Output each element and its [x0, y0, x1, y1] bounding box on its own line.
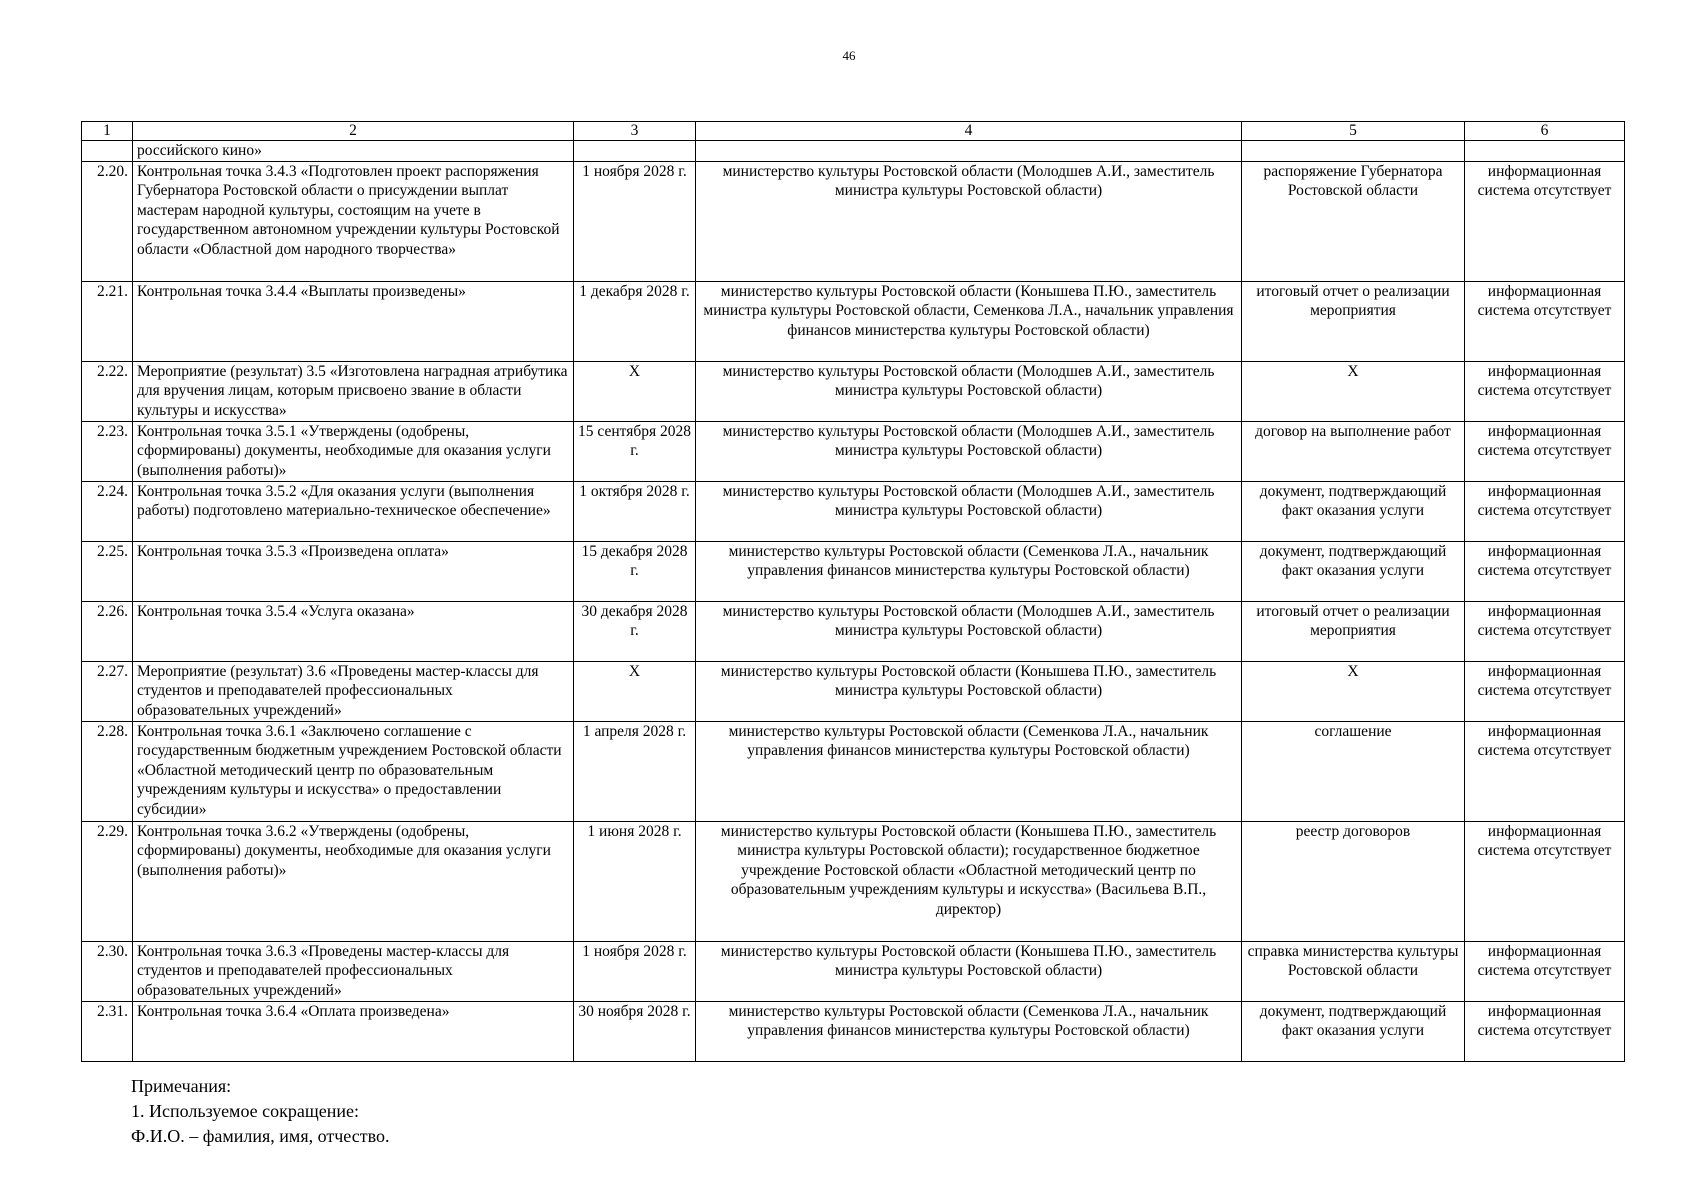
row-number: 2.25. [82, 541, 133, 601]
row-document: документ, подтверждающий факт оказания услуги [1242, 1001, 1465, 1061]
row-date: 15 сентября 2028 г. [574, 421, 696, 481]
row-date: 1 ноября 2028 г. [574, 941, 696, 1001]
row-number: 2.31. [82, 1001, 133, 1061]
row-number: 2.26. [82, 601, 133, 661]
row-number: 2.27. [82, 661, 133, 721]
row-name: Контрольная точка 3.5.2 «Для оказания услуги (выполнения работы) подготовлено материально-техническое обеспечение» [133, 481, 574, 541]
row-document: документ, подтверждающий факт оказания услуги [1242, 541, 1465, 601]
row-number: 2.29. [82, 821, 133, 941]
plan-table [81, 121, 1625, 1062]
column-header-2: 2 [133, 122, 574, 141]
row-document: Х [1242, 661, 1465, 721]
row-system: информационная система отсутствует [1465, 821, 1625, 941]
notes-item-1: 1. Используемое сокращение: [131, 1101, 359, 1121]
table-row [82, 541, 1625, 601]
cell-num [82, 141, 133, 162]
row-date: 30 декабря 2028 г. [574, 601, 696, 661]
column-header-5: 5 [1242, 122, 1465, 141]
row-date: 1 апреля 2028 г. [574, 721, 696, 821]
row-name: Контрольная точка 3.4.3 «Подготовлен проект распоряжения Губернатора Ростовской области о присуждении выплат мастерам народной культуры, состоящим на учете в государственном автономном учреждении культуры Ростовской области «Областной дом народного творчества» [133, 161, 574, 281]
row-responsible: министерство культуры Ростовской области (Молодшев А.И., заместитель министра культуры Ростовской области) [696, 601, 1242, 661]
row-document: реестр договоров [1242, 821, 1465, 941]
row-responsible: министерство культуры Ростовской области (Семенкова Л.А., начальник управления финансов министерства культуры Ростовской области) [696, 1001, 1242, 1061]
column-header-1: 1 [82, 122, 133, 141]
row-system: информационная система отсутствует [1465, 161, 1625, 281]
continuation-row [82, 141, 1625, 162]
row-date: Х [574, 661, 696, 721]
table-row [82, 1001, 1625, 1061]
row-date: 30 ноября 2028 г. [574, 1001, 696, 1061]
row-system: информационная система отсутствует [1465, 421, 1625, 481]
row-system: информационная система отсутствует [1465, 481, 1625, 541]
row-system: информационная система отсутствует [1465, 281, 1625, 361]
continuation-text: российского кино» [133, 141, 574, 162]
row-system: информационная система отсутствует [1465, 721, 1625, 821]
row-number: 2.20. [82, 161, 133, 281]
row-number: 2.21. [82, 281, 133, 361]
row-responsible: министерство культуры Ростовской области (Молодшев А.И., заместитель министра культуры Ростовской области) [696, 161, 1242, 281]
row-document: итоговый отчет о реализации мероприятия [1242, 601, 1465, 661]
row-responsible: министерство культуры Ростовской области (Молодшев А.И., заместитель министра культуры Ростовской области) [696, 361, 1242, 421]
row-name: Контрольная точка 3.5.4 «Услуга оказана» [133, 601, 574, 661]
row-name: Контрольная точка 3.6.3 «Проведены мастер-классы для студентов и преподавателей профессиональных образовательных учреждений» [133, 941, 574, 1001]
row-document: справка министерства культуры Ростовской области [1242, 941, 1465, 1001]
row-name: Контрольная точка 3.6.4 «Оплата произведена» [133, 1001, 574, 1061]
table-row [82, 661, 1625, 721]
header-row [82, 122, 1625, 141]
row-responsible: министерство культуры Ростовской области (Конышева П.Ю., заместитель министра культуры Ростовской области) [696, 941, 1242, 1001]
cell-document [1242, 141, 1465, 162]
row-responsible: министерство культуры Ростовской области (Конышева П.Ю., заместитель министра культуры Ростовской области); государственное бюджетное учреждение Ростовской области «Областной методический центр по образовательным учреждениям культуры и искусства» (Васильева В.П., директор) [696, 821, 1242, 941]
table-row [82, 481, 1625, 541]
row-date: 1 декабря 2028 г. [574, 281, 696, 361]
row-responsible: министерство культуры Ростовской области (Конышева П.Ю., заместитель министра культуры Ростовской области, Семенкова Л.А., начальник управления финансов министерства культуры Ростовской области) [696, 281, 1242, 361]
notes-heading: Примечания: [131, 1076, 232, 1096]
table-row [82, 361, 1625, 421]
row-number: 2.30. [82, 941, 133, 1001]
row-document: Х [1242, 361, 1465, 421]
row-date: 1 июня 2028 г. [574, 821, 696, 941]
row-system: информационная система отсутствует [1465, 661, 1625, 721]
row-date: Х [574, 361, 696, 421]
column-header-3: 3 [574, 122, 696, 141]
notes-abbreviation: Ф.И.О. – фамилия, имя, отчество. [131, 1126, 390, 1146]
row-responsible: министерство культуры Ростовской области (Семенкова Л.А., начальник управления финансов министерства культуры Ростовской области) [696, 541, 1242, 601]
row-system: информационная система отсутствует [1465, 541, 1625, 601]
page-number: 46 [842, 48, 856, 63]
row-system: информационная система отсутствует [1465, 941, 1625, 1001]
row-number: 2.28. [82, 721, 133, 821]
column-header-6: 6 [1465, 122, 1625, 141]
row-number: 2.24. [82, 481, 133, 541]
row-number: 2.22. [82, 361, 133, 421]
table-row [82, 421, 1625, 481]
row-date: 1 октября 2028 г. [574, 481, 696, 541]
row-responsible: министерство культуры Ростовской области (Семенкова Л.А., начальник управления финансов министерства культуры Ростовской области) [696, 721, 1242, 821]
cell-system [1465, 141, 1625, 162]
row-name: Контрольная точка 3.6.1 «Заключено соглашение с государственным бюджетным учреждением Ростовской области «Областной методический центр по образовательным учреждениям культуры и искусства» о предоставлении субсидии» [133, 721, 574, 821]
row-responsible: министерство культуры Ростовской области (Молодшев А.И., заместитель министра культуры Ростовской области) [696, 481, 1242, 541]
row-document: документ, подтверждающий факт оказания услуги [1242, 481, 1465, 541]
row-document: итоговый отчет о реализации мероприятия [1242, 281, 1465, 361]
row-name: Контрольная точка 3.6.2 «Утверждены (одобрены, сформированы) документы, необходимые для оказания услуги (выполнения работы)» [133, 821, 574, 941]
row-system: информационная система отсутствует [1465, 361, 1625, 421]
row-system: информационная система отсутствует [1465, 1001, 1625, 1061]
row-name: Мероприятие (результат) 3.5 «Изготовлена наградная атрибутика для вручения лицам, которым присвоено звание в области культуры и искусства» [133, 361, 574, 421]
row-document: договор на выполнение работ [1242, 421, 1465, 481]
row-name: Контрольная точка 3.5.1 «Утверждены (одобрены, сформированы) документы, необходимые для оказания услуги (выполнения работы)» [133, 421, 574, 481]
row-document: соглашение [1242, 721, 1465, 821]
row-date: 1 ноября 2028 г. [574, 161, 696, 281]
table-row [82, 941, 1625, 1001]
row-number: 2.23. [82, 421, 133, 481]
column-header-4: 4 [696, 122, 1242, 141]
cell-date [574, 141, 696, 162]
row-document: распоряжение Губернатора Ростовской области [1242, 161, 1465, 281]
table-row [82, 161, 1625, 281]
table-row [82, 281, 1625, 361]
table-row [82, 721, 1625, 821]
row-responsible: министерство культуры Ростовской области (Конышева П.Ю., заместитель министра культуры Ростовской области) [696, 661, 1242, 721]
row-name: Мероприятие (результат) 3.6 «Проведены мастер-классы для студентов и преподавателей профессиональных образовательных учреждений» [133, 661, 574, 721]
table-row [82, 821, 1625, 941]
notes-section [131, 1074, 389, 1149]
row-system: информационная система отсутствует [1465, 601, 1625, 661]
cell-responsible [696, 141, 1242, 162]
table-row [82, 601, 1625, 661]
row-date: 15 декабря 2028 г. [574, 541, 696, 601]
row-responsible: министерство культуры Ростовской области (Молодшев А.И., заместитель министра культуры Ростовской области) [696, 421, 1242, 481]
row-name: Контрольная точка 3.4.4 «Выплаты произведены» [133, 281, 574, 361]
row-name: Контрольная точка 3.5.3 «Произведена оплата» [133, 541, 574, 601]
